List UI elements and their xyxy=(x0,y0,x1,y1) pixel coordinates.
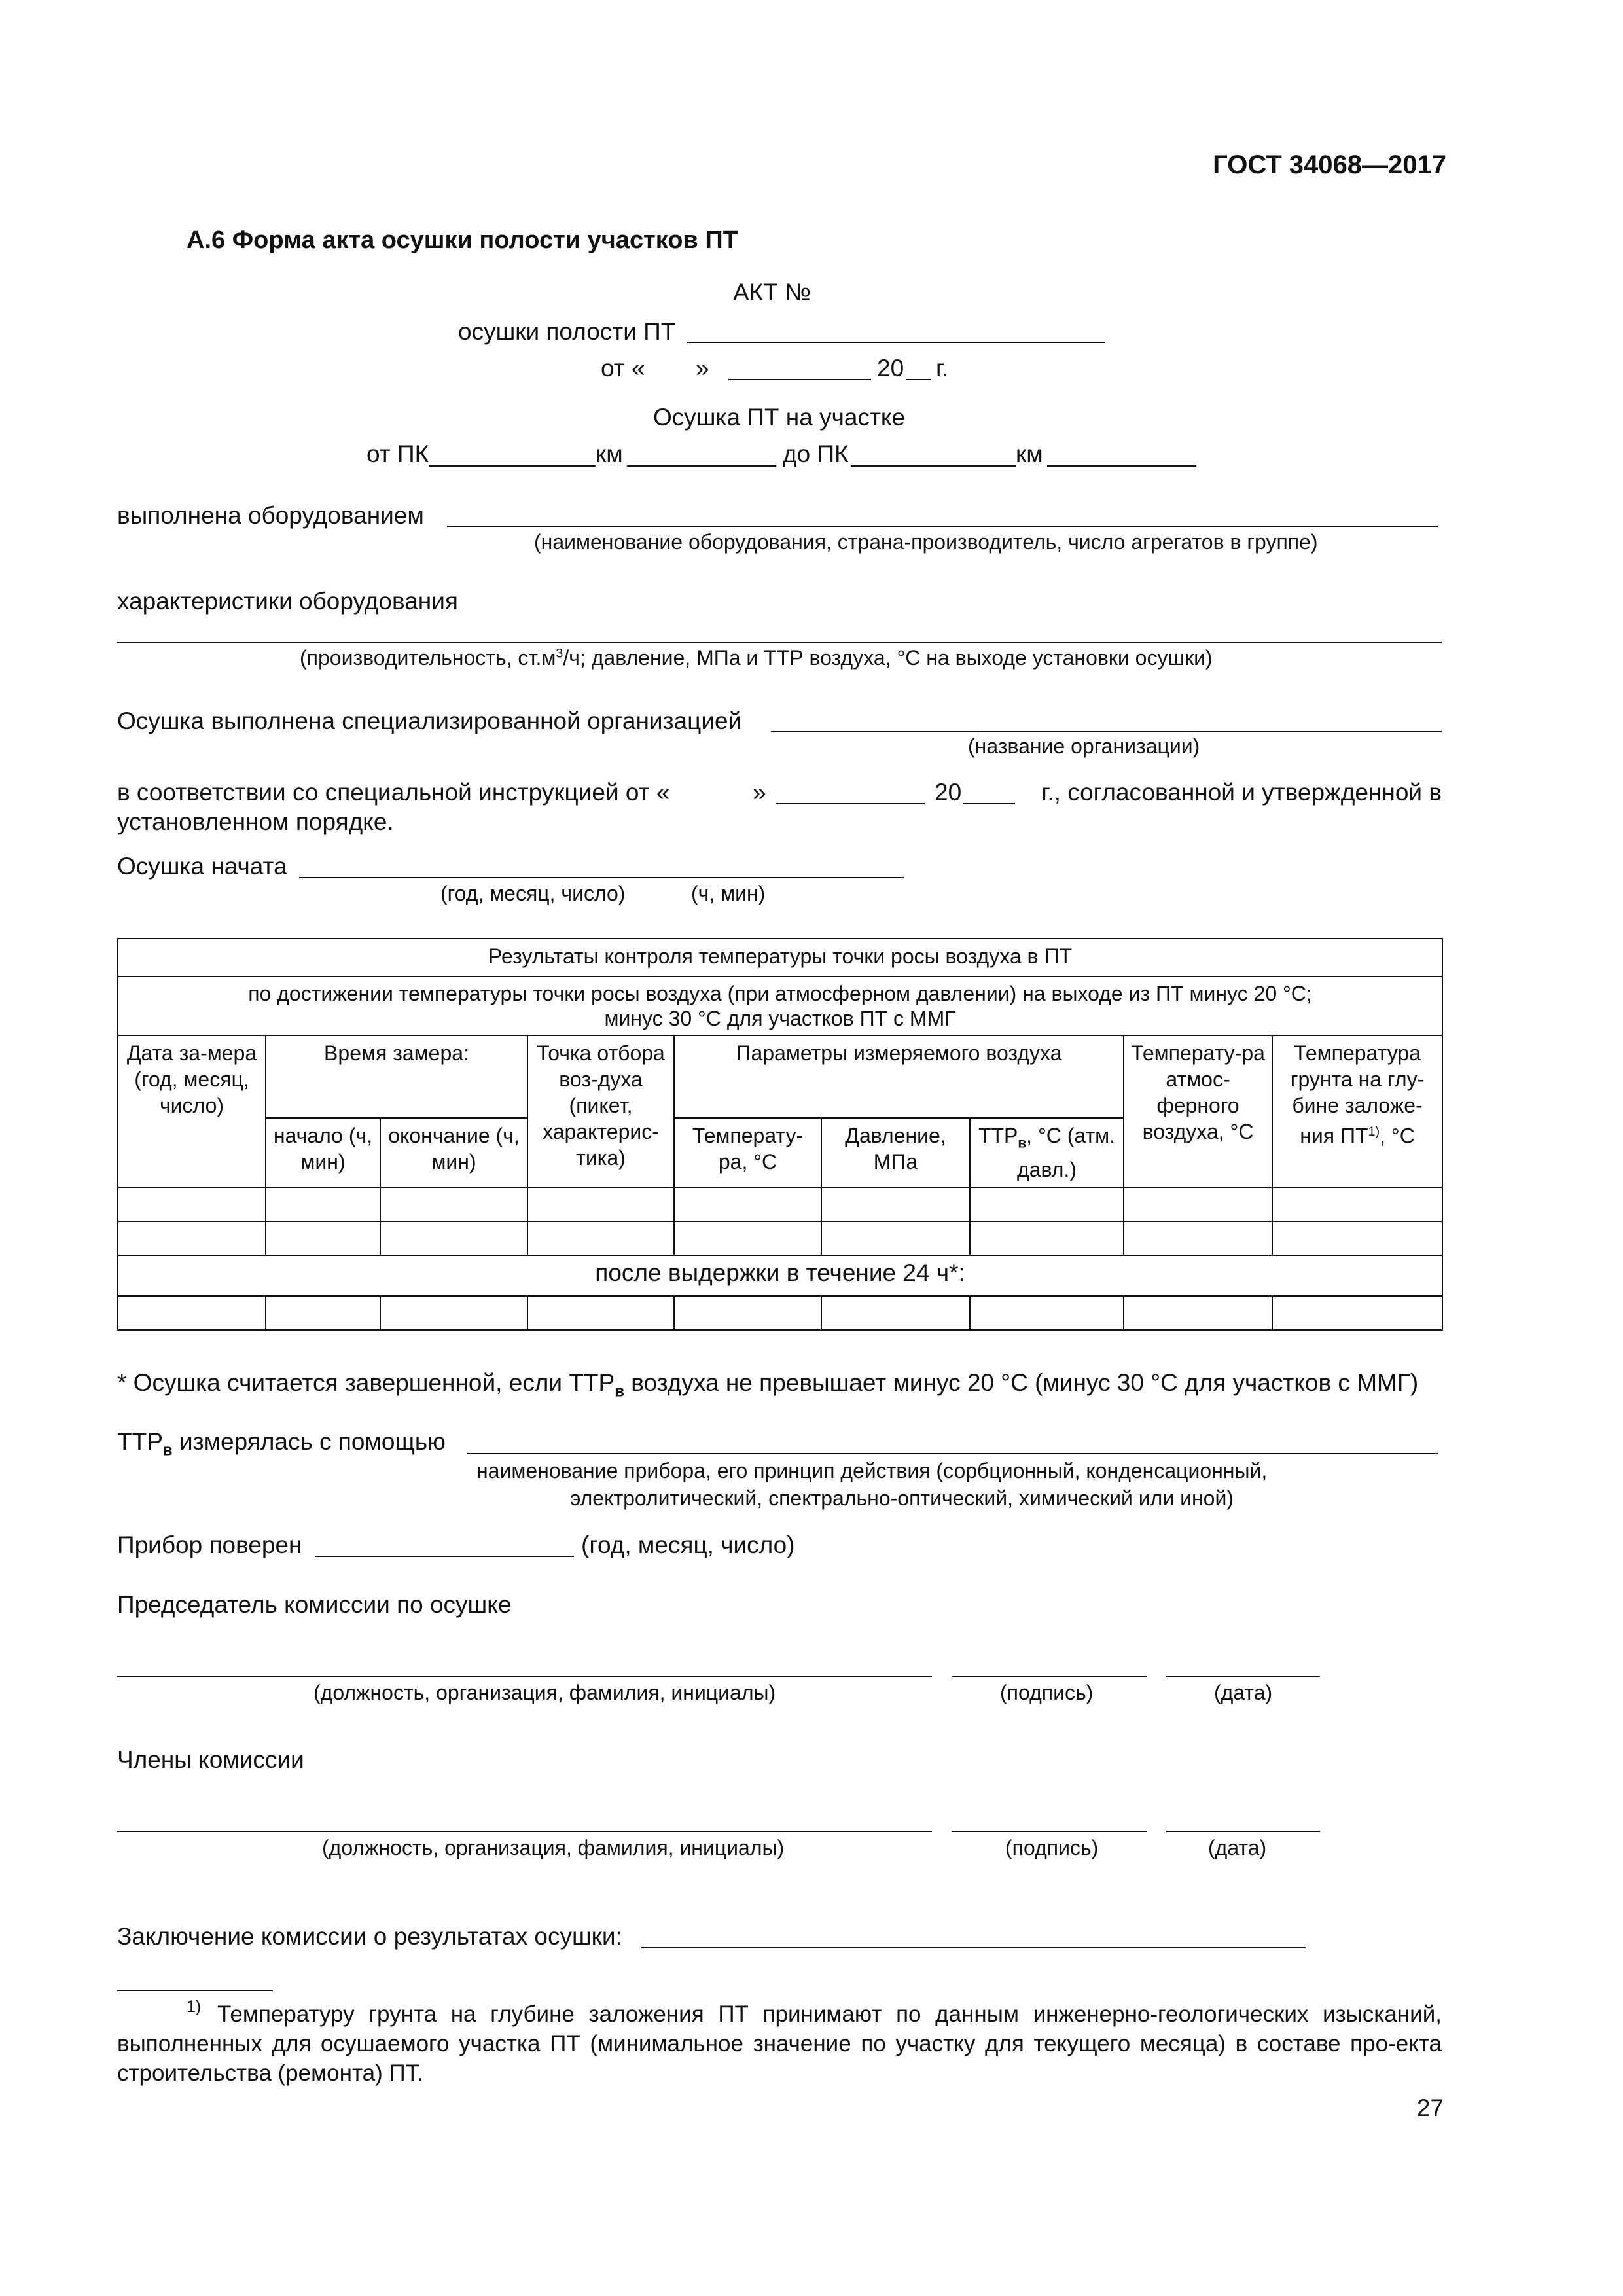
col-header-pressure: Давление, МПа xyxy=(821,1118,970,1187)
table-cell[interactable] xyxy=(266,1187,380,1221)
table-cell[interactable] xyxy=(821,1296,970,1330)
characteristics-caption: (производительность, $ст.м^3/ч$; давление, МПа и ТТР воздуха, °С на выходе установки осушки) xyxy=(300,646,1213,670)
table-cell[interactable] xyxy=(118,1221,266,1255)
table-row xyxy=(118,1187,1442,1221)
instruction-quote: » xyxy=(753,779,766,806)
act-date-quote: » xyxy=(696,355,709,382)
table-cell[interactable] xyxy=(1124,1221,1272,1255)
act-subject: осушки полости ПТ xyxy=(458,318,676,345)
table-cell[interactable] xyxy=(821,1187,970,1221)
instruction-text-b: г., согласованной и утвержденной в xyxy=(1041,779,1442,806)
table-cell[interactable] xyxy=(1272,1221,1442,1255)
chairman-date-line[interactable] xyxy=(1166,1676,1320,1677)
table-condition: по достижении температуры точки росы воздуха (при атмосферном давлении) на выходе из ПТ минус 20 °С; минус 30 °С для участков ПТ с ММГ xyxy=(118,977,1442,1035)
calibrated-suffix: (год, месяц, число) xyxy=(581,1532,795,1558)
table-cell[interactable] xyxy=(674,1296,821,1330)
table-row xyxy=(118,1296,1442,1330)
table-cell[interactable] xyxy=(527,1296,674,1330)
device-caption-1: наименование прибора, его принцип действия (сорбционный, конденсационный, xyxy=(476,1459,1268,1482)
standard-number: ГОСТ 34068—2017 xyxy=(1213,151,1446,179)
col-header-point: Точка отбора воз-духа (пикет, характерис-тика) xyxy=(527,1035,674,1187)
km2-label: км xyxy=(1016,440,1043,467)
col-header-time: Время замера: xyxy=(266,1035,527,1118)
organization-label: Осушка выполнена специализированной организацией xyxy=(117,708,742,734)
table-cell[interactable] xyxy=(1124,1187,1272,1221)
km2-line[interactable] xyxy=(1047,465,1196,467)
from-pk-label: от ПК xyxy=(366,440,429,467)
instruction-year-line[interactable] xyxy=(963,803,1015,804)
equipment-caption: (наименование оборудования, страна-производитель, число агрегатов в группе) xyxy=(534,530,1318,554)
table-cell[interactable] xyxy=(266,1296,380,1330)
act-title: АКТ № xyxy=(733,279,811,306)
table-cell[interactable] xyxy=(970,1296,1124,1330)
page-number: 27 xyxy=(1416,2094,1444,2121)
act-year-prefix: 20 xyxy=(877,355,904,382)
act-subject-line[interactable] xyxy=(687,342,1105,343)
members-caption-date: (дата) xyxy=(1208,1836,1267,1859)
chairman-caption-position: (должность, организация, фамилия, инициалы) xyxy=(313,1681,776,1704)
act-year-line[interactable] xyxy=(906,379,931,380)
organization-line[interactable] xyxy=(771,731,1442,732)
table-cell[interactable] xyxy=(527,1221,674,1255)
conclusion-line[interactable] xyxy=(641,1947,1306,1948)
instruction-text-a: в соответствии со специальной инструкцией от « xyxy=(117,779,670,806)
footnote-separator xyxy=(117,1990,273,1991)
chairman-position-line[interactable] xyxy=(117,1676,932,1677)
conclusion-label: Заключение комиссии о результатах осушки: xyxy=(117,1923,622,1950)
instruction-text-c: установленном порядке. xyxy=(117,808,394,835)
calibrated-label: Прибор поверен xyxy=(117,1532,302,1558)
km1-line[interactable] xyxy=(627,465,776,467)
col-header-params: Параметры измеряемого воздуха xyxy=(674,1035,1124,1118)
table-cell[interactable] xyxy=(1124,1296,1272,1330)
chairman-signature-line[interactable] xyxy=(952,1676,1147,1677)
drying-section-label: Осушка ПТ на участке xyxy=(653,404,906,431)
after-hold-row: после выдержки в течение 24 ч*: xyxy=(118,1255,1442,1296)
members-position-line[interactable] xyxy=(117,1831,932,1832)
to-pk-label: до ПК xyxy=(783,440,849,467)
table-cell[interactable] xyxy=(380,1221,527,1255)
from-pk-line[interactable] xyxy=(429,465,596,467)
table-cell[interactable] xyxy=(527,1187,674,1221)
col-header-ground-temp: Температура грунта на глу-бине заложе-ния ПТ$^{1)}$, °С xyxy=(1272,1035,1442,1187)
col-header-temp: Температу-ра, °С xyxy=(674,1118,821,1187)
table-cell[interactable] xyxy=(380,1296,527,1330)
members-caption-position: (должность, организация, фамилия, инициалы) xyxy=(322,1836,785,1859)
results-table xyxy=(117,938,1443,1331)
table-cell[interactable] xyxy=(266,1221,380,1255)
act-date-from: от « xyxy=(601,355,645,382)
table-cell[interactable] xyxy=(118,1187,266,1221)
col-header-air-temp: Температу-ра атмос-ферного воздуха, °С xyxy=(1124,1035,1272,1187)
table-cell[interactable] xyxy=(970,1187,1124,1221)
started-caption-time: (ч, мин) xyxy=(691,882,766,905)
chairman-label: Председатель комиссии по осушке xyxy=(117,1591,512,1618)
organization-caption: (название организации) xyxy=(968,734,1200,758)
calibrated-line[interactable] xyxy=(315,1556,574,1557)
started-label: Осушка начата xyxy=(117,853,287,880)
star-note: * Осушка считается завершенной, если $ТТР_в$ воздуха не превышает минус 20 °С (минус 30 °С для участков с ММГ) xyxy=(117,1369,1419,1401)
table-cell[interactable] xyxy=(118,1296,266,1330)
act-year-suffix: г. xyxy=(936,355,949,382)
col-header-ttr: $ТТР_в$, °С (атм. давл.) xyxy=(970,1118,1124,1187)
table-cell[interactable] xyxy=(1272,1296,1442,1330)
table-row xyxy=(118,1221,1442,1255)
members-date-line[interactable] xyxy=(1166,1831,1320,1832)
table-cell[interactable] xyxy=(674,1221,821,1255)
footnote-text: Температуру грунта на глубине заложения ПТ принимают по данным инженерно-геологических изысканий, выполненных для осушаемого участка ПТ (минимальное значение по участку для текущего месяца) в составе про-екта строительства (ремонта) ПТ. xyxy=(117,2001,1442,2086)
device-caption-2: электролитический, спектрально-оптический, химический или иной) xyxy=(570,1486,1234,1510)
act-month-line[interactable] xyxy=(728,379,871,380)
km1-label: км xyxy=(596,440,623,467)
col-header-date: Дата за-мера (год, месяц, число) xyxy=(118,1035,266,1187)
device-line[interactable] xyxy=(467,1453,1438,1454)
instruction-year: 20 xyxy=(935,779,962,806)
col-header-time-end: окончание (ч, мин) xyxy=(380,1118,527,1187)
table-cell[interactable] xyxy=(674,1187,821,1221)
col-header-time-start: начало (ч, мин) xyxy=(266,1118,380,1187)
chairman-caption-date: (дата) xyxy=(1214,1681,1273,1704)
table-cell[interactable] xyxy=(821,1221,970,1255)
equipment-line[interactable] xyxy=(447,526,1438,527)
equipment-label: выполнена оборудованием xyxy=(117,502,424,529)
table-cell[interactable] xyxy=(1272,1187,1442,1221)
chairman-caption-signature: (подпись) xyxy=(1000,1681,1094,1704)
table-title: Результаты контроля температуры точки росы воздуха в ПТ xyxy=(118,939,1442,977)
to-pk-line[interactable] xyxy=(851,465,1016,467)
table-cell[interactable] xyxy=(380,1187,527,1221)
device-label: $ТТР_в$ измерялась с помощью xyxy=(117,1428,446,1460)
started-line[interactable] xyxy=(299,877,904,878)
table-cell[interactable] xyxy=(970,1221,1124,1255)
characteristics-label: характеристики оборудования xyxy=(117,588,458,615)
started-caption-date: (год, месяц, число) xyxy=(440,882,626,905)
section-title: А.6 Форма акта осушки полости участков ПТ xyxy=(187,226,738,254)
members-label: Члены комиссии xyxy=(117,1746,304,1773)
footnote-marker: 1) xyxy=(187,1998,202,2016)
members-signature-line[interactable] xyxy=(952,1831,1147,1832)
members-caption-signature: (подпись) xyxy=(1005,1836,1099,1859)
characteristics-line[interactable] xyxy=(117,642,1442,643)
instruction-month-line[interactable] xyxy=(776,803,925,804)
